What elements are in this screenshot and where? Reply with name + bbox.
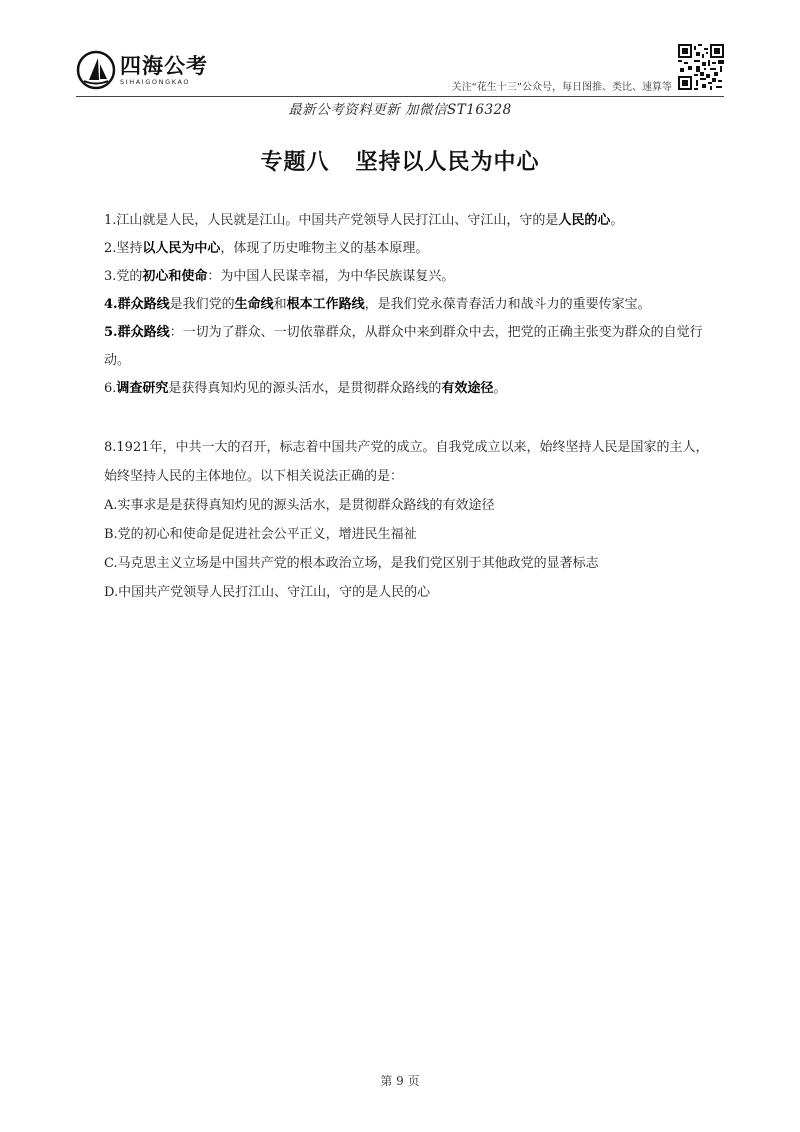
point-text: ：一切为了群众、一切依靠群众，从群众中来到群众中去，把党的正确主张变为群众的自觉行动。: [104, 325, 703, 368]
answer-option: A.实事求是是获得真知灼见的源头活水，是贯彻群众路线的有效途径: [104, 498, 495, 513]
logo-english-name: SIHAIGONGKAO: [120, 77, 191, 86]
content-body: [104, 207, 720, 607]
point-text: 。: [493, 381, 507, 396]
point-text: ：为中国人民谋幸福，为中华民族谋复兴。: [207, 269, 455, 284]
point-text: 6.: [104, 381, 117, 396]
header-promo-note: 关注“花生十三”公众号，每日图推、类比、速算等: [451, 82, 672, 93]
answer-option: D.中国共产党领导人民打江山、守江山，守的是人民的心: [104, 585, 431, 600]
highlighted-term: 5.群众路线: [104, 325, 170, 340]
logo: [76, 50, 208, 90]
update-notice: 最新公考资料更新 加微信ST16328: [288, 102, 512, 118]
logo-wordmark: [120, 54, 208, 87]
highlighted-term: 根本工作路线: [286, 297, 365, 312]
point-text: 和: [273, 297, 287, 312]
page-number: 第 9 页: [380, 1074, 420, 1088]
knowledge-point: [104, 235, 720, 263]
knowledge-point: [104, 291, 720, 319]
knowledge-point: [104, 263, 720, 291]
knowledge-point: [104, 207, 720, 235]
knowledge-points-list: [104, 207, 720, 403]
point-text: 是获得真知灼见的源头活水，是贯彻群众路线的: [168, 381, 442, 396]
highlighted-term: 调查研究: [116, 381, 169, 396]
page-title: 专题八 坚持以人民为中心: [260, 150, 540, 175]
knowledge-point: [104, 375, 720, 403]
point-text: 3.党的: [104, 269, 143, 284]
answer-option: B.党的初心和使命是促进社会公平正义，增进民生福祉: [104, 527, 417, 542]
question-stem: 8.1921年，中共一大的召开，标志着中国共产党的成立。自我党成立以来，始终坚持人民是国家的主人，始终坚持人民的主体地位。以下相关说法正确的是：: [104, 440, 709, 484]
question-options: [104, 491, 720, 607]
point-text: ，是我们党永葆青春活力和战斗力的重要传家宝。: [364, 297, 651, 312]
point-text: ，体现了历史唯物主义的基本原理。: [220, 241, 429, 256]
highlighted-term: 人民的心: [558, 213, 611, 228]
knowledge-point: [104, 319, 720, 375]
point-text: 2.坚持: [104, 241, 143, 256]
point-text: 。: [610, 213, 624, 228]
answer-option: C.马克思主义立场是中国共产党的根本政治立场，是我们党区别于其他政党的显著标志: [104, 556, 599, 571]
highlighted-term: 以人民为中心: [142, 241, 221, 256]
section-gap: [104, 403, 720, 433]
sail-logo-icon: [76, 50, 116, 90]
highlighted-term: 生命线: [234, 297, 274, 312]
point-text: 是我们党的: [169, 297, 235, 312]
highlighted-term: 4.群众路线: [104, 297, 170, 312]
header-divider: [76, 96, 724, 97]
logo-chinese-name: 四海公考: [120, 53, 208, 78]
highlighted-term: 初心和使命: [142, 269, 208, 284]
point-text: 1.江山就是人民，人民就是江山。中国共产党领导人民打江山、守江山，守的是: [104, 213, 559, 228]
highlighted-term: 有效途径: [441, 381, 494, 396]
page-header: [76, 44, 724, 94]
qr-code-icon: [678, 44, 724, 90]
